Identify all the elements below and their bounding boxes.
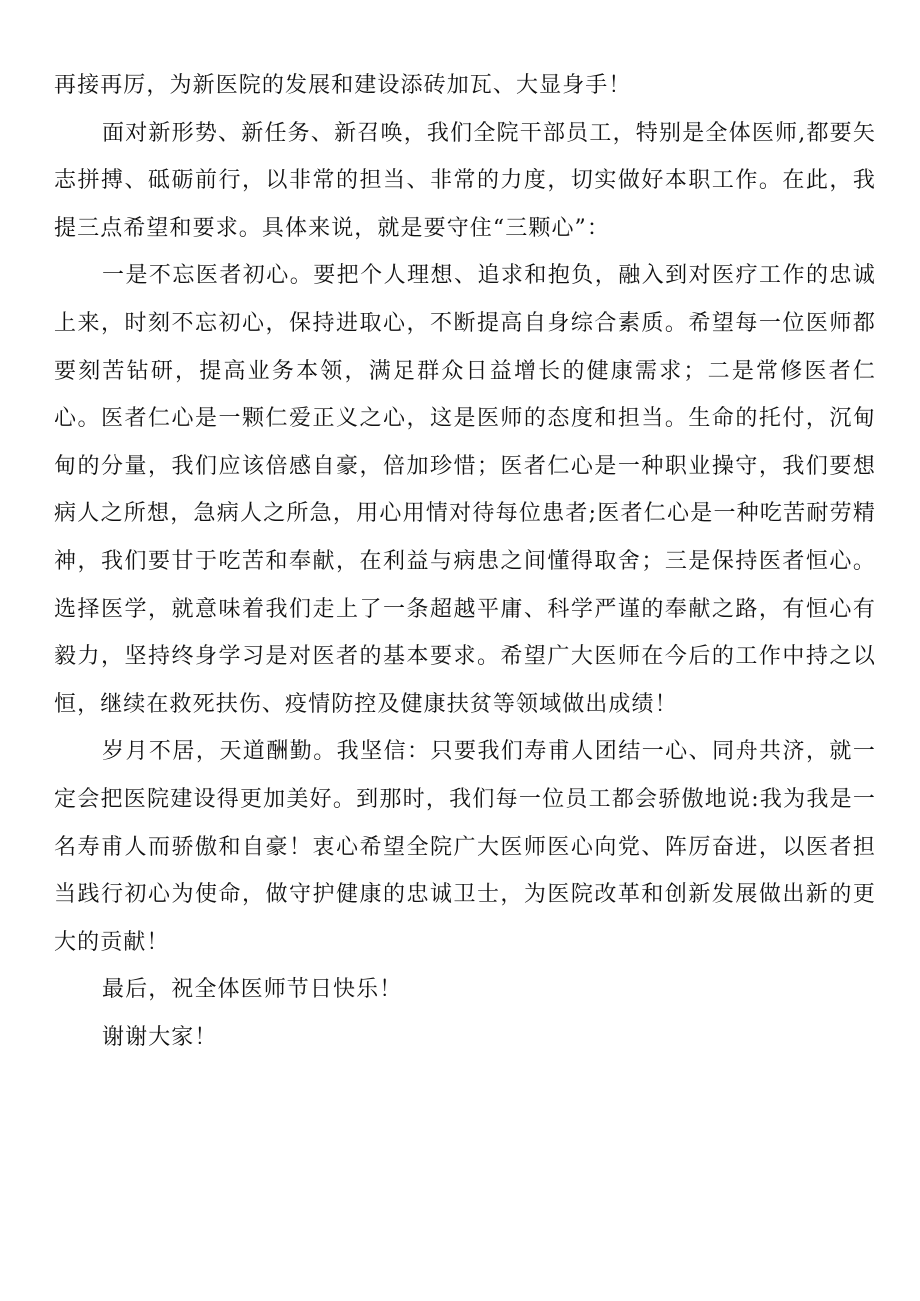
paragraph-new-situation: 面对新形势、新任务、新召唤，我们全院干部员工，特别是全体医师,都要矢志拼搏、砥砺前行，以非常的担当、非常的力度，切实做好本职工作。在此，我提三点希望和要求。具体来说，就是要守住“三颗心”： — [54, 120, 876, 241]
paragraph-continuation: 再接再厉，为新医院的发展和建设添砖加瓦、大显身手！ — [54, 73, 632, 98]
paragraph-blessing: 最后，祝全体医师节日快乐！ — [102, 977, 403, 1003]
paragraph-thanks: 谢谢大家！ — [102, 1024, 218, 1050]
paragraph-three-hearts: 一是不忘医者初心。要把个人理想、追求和抱负，融入到对医疗工作的忠诚上来，时刻不忘初心，保持进取心，不断提高自身综合素质。希望每一位医师都要刻苦钻研，提高业务本领，满足群众日益增长的健康需求；二是常修医者仁心。医者仁心是一颗仁爱正义之心，这是医师的态度和担当。生命的托付，沉甸甸的分量，我们应该倍感自豪，倍加珍惜；医者仁心是一种职业操守，我们要想病人之所想，急病人之所急，用心用情对待每位患者;医者仁心是一种吃苦耐劳精神，我们要甘于吃苦和奉献，在利益与病患之间懂得取舍；三是保持医者恒心。选择医学，就意味着我们走上了一条超越平庸、科学严谨的奉献之路，有恒心有毅力，坚持终身学习是对医者的基本要求。希望广大医师在今后的工作中持之以恒，继续在救死扶伤、疫情防控及健康扶贫等领域做出成绩！ — [54, 263, 876, 717]
body-text — [54, 62, 876, 1061]
paragraph-conviction: 岁月不居，天道酬勤。我坚信：只要我们寿甫人团结一心、同舟共济，就一定会把医院建设得更加美好。到那时，我们每一位员工都会骄傲地说:我为我是一名寿甫人而骄傲和自豪！衷心希望全院广大医师医心向党、阵厉奋进，以医者担当践行初心为使命，做守护健康的忠诚卫士，为医院改革和创新发展做出新的更大的贡献！ — [54, 739, 876, 955]
